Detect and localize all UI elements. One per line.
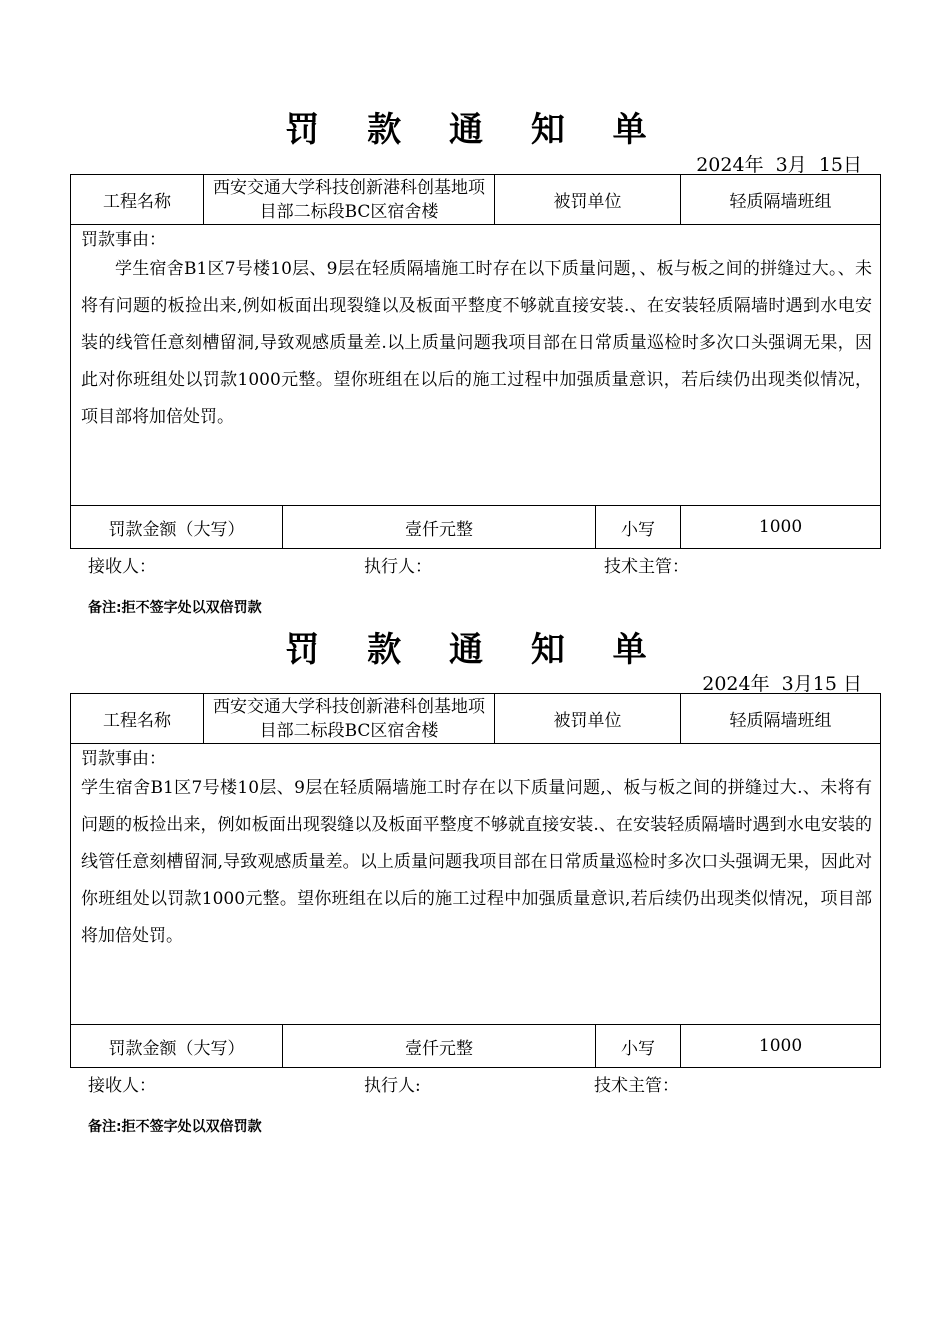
reason-label: 罚款事由： bbox=[81, 230, 166, 250]
supervisor-label: 技术主管： bbox=[604, 557, 689, 577]
penalized-unit: 轻质隔墙班组 bbox=[681, 694, 881, 744]
receiver-label: 接收人： bbox=[88, 557, 156, 577]
project-name: 西安交通大学科技创新港科创基地项目部二标段BC区宿舍楼 bbox=[204, 694, 495, 744]
notice-2-form bbox=[70, 693, 881, 1068]
project-name: 西安交通大学科技创新港科创基地项目部二标段BC区宿舍楼 bbox=[204, 175, 495, 225]
notice-1-remark: 备注:拒不签字处以双倍罚款 bbox=[88, 600, 262, 616]
project-label: 工程名称 bbox=[71, 175, 204, 225]
amount-lower-label: 小写 bbox=[596, 1025, 681, 1068]
notice-2-remark: 备注:拒不签字处以双倍罚款 bbox=[88, 1119, 262, 1135]
amount-lower-value: 1000 bbox=[681, 506, 881, 549]
notice-2-date: 2024年 3月15 日 bbox=[702, 673, 862, 695]
amount-lower-label: 小写 bbox=[596, 506, 681, 549]
supervisor-label: 技术主管： bbox=[594, 1076, 679, 1096]
amount-upper-label: 罚款金额（大写） bbox=[71, 1025, 283, 1068]
reason-text: 学生宿舍B1区7号楼10层、9层在轻质隔墙施工时存在以下质量问题,、板与板之间的拼缝过大.、未将有问题的板捡出来，例如板面出现裂缝以及板面平整度不够就直接安装.、在安装轻质隔墙时遇到水电安装的线管任意刻槽留洞,导致观感质量差。以上质量问题我项目部在日常质量巡检时多次口头强调无果，因此对你班组处以罚款1000元整。望你班组在以后的施工过程中加强质量意识,若后续仍出现类似情况，项目部将加倍处罚。 bbox=[81, 778, 873, 946]
reason-label: 罚款事由： bbox=[81, 749, 166, 769]
executor-label: 执行人： bbox=[364, 557, 432, 577]
notice-1-date: 2024年 3月 15日 bbox=[696, 154, 862, 176]
amount-upper-label: 罚款金额（大写） bbox=[71, 506, 283, 549]
executor-label: 执行人: bbox=[364, 1076, 421, 1096]
amount-upper-value: 壹仟元整 bbox=[283, 1025, 596, 1068]
notice-2-title: 罚 款 通 知 单 bbox=[285, 630, 665, 670]
project-label: 工程名称 bbox=[71, 694, 204, 744]
penalized-label: 被罚单位 bbox=[495, 694, 681, 744]
notice-1-form bbox=[70, 174, 881, 549]
reason-cell bbox=[71, 225, 881, 506]
receiver-label: 接收人： bbox=[88, 1076, 156, 1096]
penalized-unit: 轻质隔墙班组 bbox=[681, 175, 881, 225]
amount-lower-value: 1000 bbox=[681, 1025, 881, 1068]
reason-cell bbox=[71, 744, 881, 1025]
amount-upper-value: 壹仟元整 bbox=[283, 506, 596, 549]
reason-text: 学生宿舍B1区7号楼10层、9层在轻质隔墙施工时存在以下质量问题，、板与板之间的拼缝过大。、未将有问题的板捡出来,例如板面出现裂缝以及板面平整度不够就直接安装.、在安装轻质隔墙时遇到水电安装的线管任意刻槽留洞,导致观感质量差.以上质量问题我项目部在日常质量巡检时多次口头强调无果，因此对你班组处以罚款1000元整。望你班组在以后的施工过程中加强质量意识，若后续仍出现类似情况，项目部将加倍处罚。 bbox=[81, 259, 873, 427]
penalized-label: 被罚单位 bbox=[495, 175, 681, 225]
notice-1-title: 罚 款 通 知 单 bbox=[285, 110, 665, 150]
